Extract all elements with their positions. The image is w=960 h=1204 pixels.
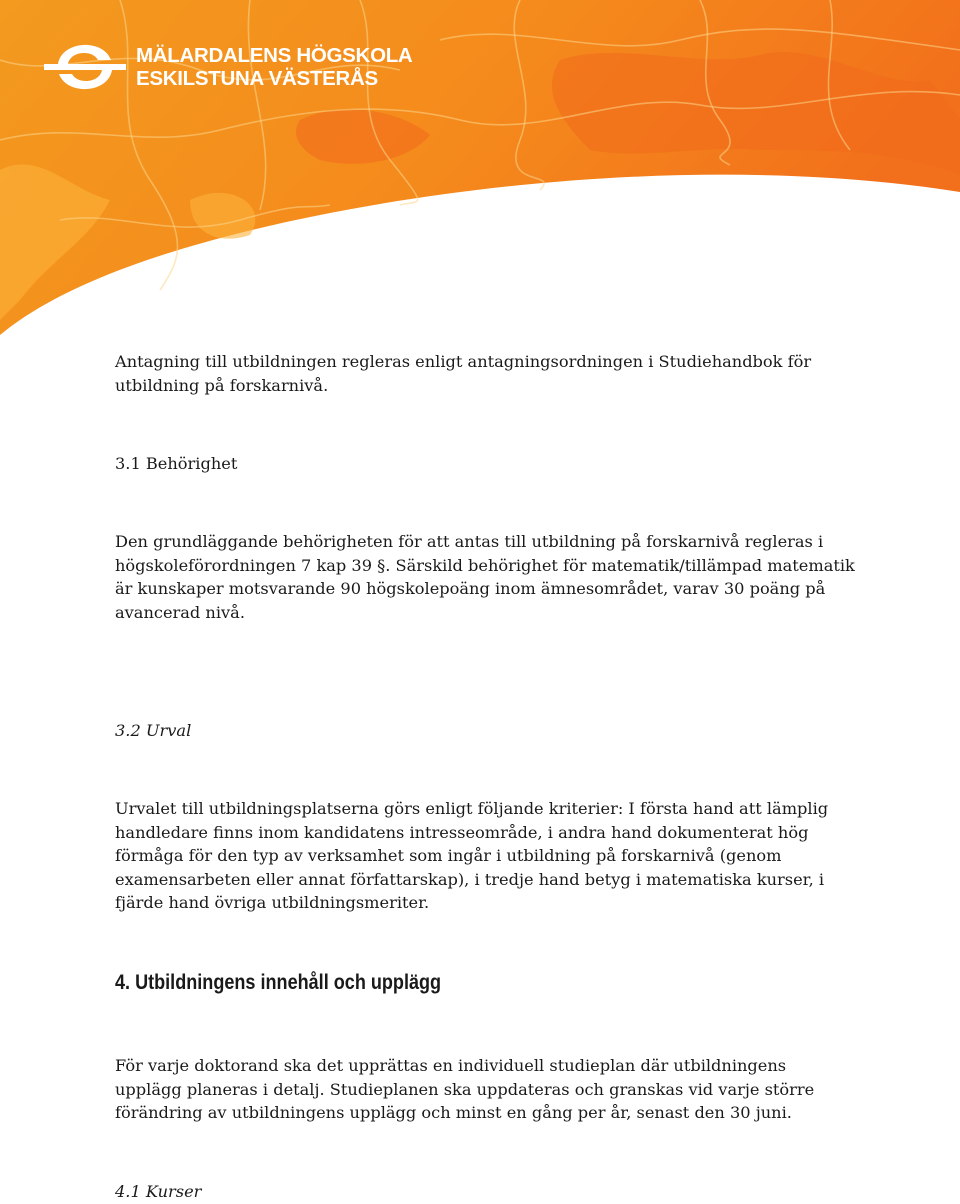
heading-4: 4. Utbildningens innehåll och upplägg xyxy=(115,971,442,994)
logo-icon xyxy=(44,42,126,92)
heading-3-1: 3.1 Behörighet xyxy=(115,454,238,473)
logo-line1: MÄLARDALENS HÖGSKOLA xyxy=(136,44,413,67)
paragraph-urval: Urvalet till utbildningsplatserna görs enligt följande kriterier: I första hand att lämplig handledare finns inom kandidatens intresseområde, i andra hand dokumenterat hög förmåga för den typ av verksamhet som ingår i utbildning på forskarnivå (genom examensarbeten eller annat författarskap), i tredje hand betyg i matematiska kurser, i fjärde hand övriga utbildningsmeriter. xyxy=(115,799,829,912)
header-banner xyxy=(0,0,960,340)
logo-line2: ESKILSTUNA VÄSTERÅS xyxy=(136,67,378,90)
heading-4-1: 4.1 Kurser xyxy=(115,1182,202,1201)
logo-wordmark xyxy=(136,44,412,90)
heading-3-2: 3.2 Urval xyxy=(115,721,192,740)
paragraph-behorighet: Den grundläggande behörigheten för att antas till utbildning på forskarnivå regleras i högskoleförordningen 7 kap 39 §. Särskild behörighet för matematik/tillämpad matematik är kunskaper motsvarande 90 högskolepoäng inom ämnesområdet, varav 30 poäng på avancerad nivå. xyxy=(115,532,855,622)
intro-paragraph: Antagning till utbildningen regleras enligt antagningsordningen i Studiehandbok för utbildning på forskarnivå. xyxy=(115,352,812,395)
paragraph-innehall: För varje doktorand ska det upprättas en individuell studieplan där utbildningens upplägg planeras i detalj. Studieplanen ska uppdateras och granskas vid varje större förändring av utbildningens upplägg och minst en gång per år, senast den 30 juni. xyxy=(115,1056,815,1122)
university-logo[interactable] xyxy=(44,42,413,94)
